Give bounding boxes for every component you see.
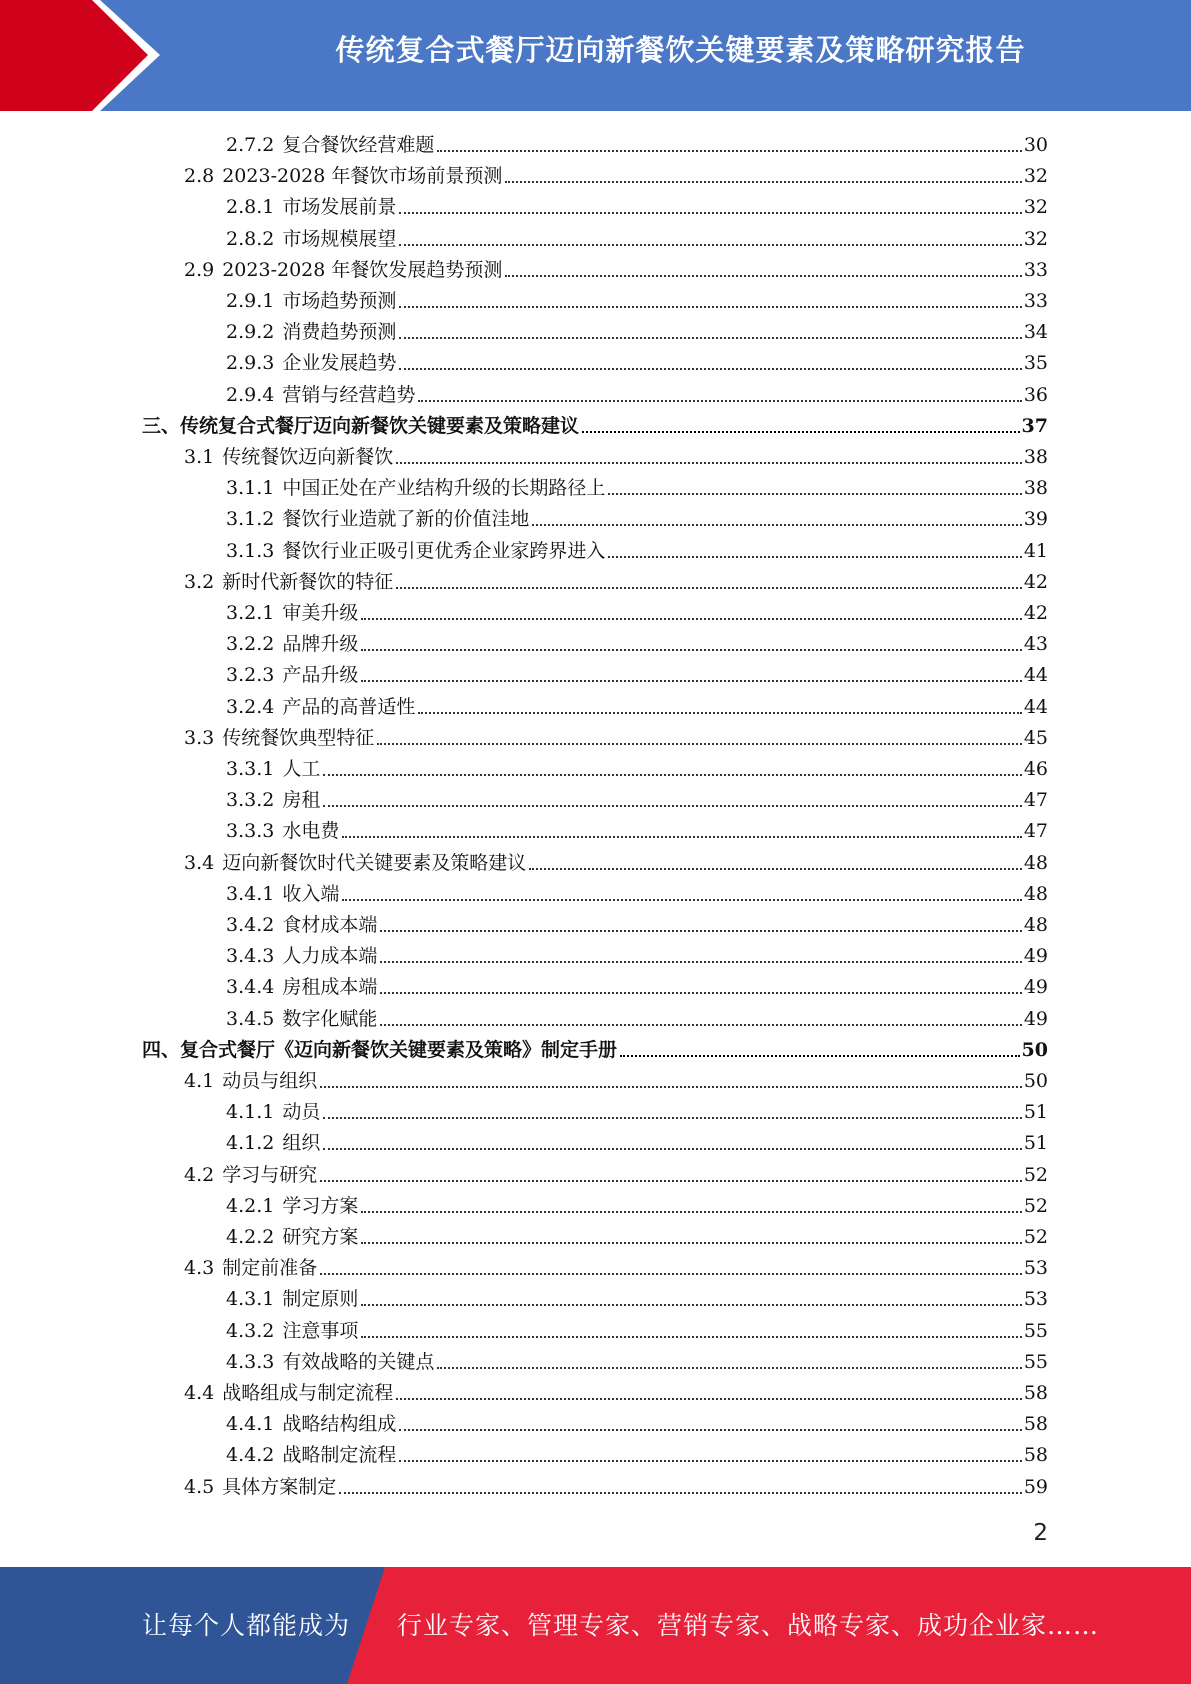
toc-dot-leader: [582, 431, 1020, 433]
toc-entry-label: [226, 881, 342, 907]
toc-entry[interactable]: [142, 1032, 1048, 1063]
toc-entry-label: [226, 912, 380, 938]
toc-entry-text: 组织: [282, 1132, 321, 1155]
toc-entry-page: 41: [1023, 539, 1048, 562]
toc-entry-page: 33: [1023, 258, 1048, 281]
toc-entry-number: 3.2.1: [226, 602, 275, 624]
toc-entry-number: 4.1.1: [226, 1101, 275, 1124]
toc-entry-page: 52: [1023, 1163, 1048, 1186]
toc-entry-text: 制定原则: [282, 1288, 359, 1311]
toc-dot-leader: [532, 524, 1021, 526]
toc-entry[interactable]: [226, 938, 1048, 969]
toc-entry-page: 52: [1023, 1226, 1048, 1248]
toc-dot-leader: [380, 961, 1021, 963]
toc-entry[interactable]: [184, 720, 1048, 751]
toc-entry-number: 3.1: [184, 446, 215, 468]
toc-entry-label: [226, 132, 437, 158]
toc-entry-number: 4.2.2: [226, 1226, 275, 1248]
toc-entry-label: [226, 1318, 361, 1344]
toc-entry[interactable]: [226, 626, 1048, 657]
toc-entry-label: [226, 1411, 399, 1437]
toc-entry-label: [184, 569, 396, 595]
toc-entry-text: 房租: [282, 789, 321, 812]
toc-entry-text: 产品的高普适性: [282, 695, 416, 718]
toc-entry-text: 数字化赋能: [282, 1007, 378, 1030]
toc-entry-number: 4.2: [184, 1163, 215, 1186]
toc-dot-leader: [505, 181, 1021, 183]
toc-entry-text: 房租成本端: [282, 976, 378, 999]
toc-entry-page: 30: [1023, 134, 1048, 156]
toc-entry-page: 48: [1023, 882, 1048, 905]
toc-entry-text: 学习方案: [282, 1194, 359, 1217]
toc-entry-page: 55: [1023, 1319, 1048, 1342]
toc-entry-number: 3.3.1: [226, 758, 275, 780]
toc-entry-label: [184, 850, 529, 876]
toc-entry-text: 传统餐饮典型特征: [222, 726, 375, 749]
footer-banner: [0, 1567, 1191, 1684]
toc-entry-label: [226, 226, 399, 252]
toc-entry-page: 59: [1023, 1475, 1048, 1498]
toc-entry-number: 2.9.4: [226, 383, 275, 406]
toc-entry-number: 3.2.4: [226, 695, 275, 718]
toc-entry-page: 45: [1023, 726, 1048, 749]
toc-dot-leader: [361, 1211, 1021, 1213]
toc-entry-text: 战略结构组成: [282, 1413, 397, 1436]
toc-entry-text: 复合餐饮经营难题: [282, 134, 435, 156]
toc-entry[interactable]: [226, 907, 1048, 938]
toc-entry-label: [184, 725, 377, 751]
toc-entry-text: 市场趋势预测: [282, 290, 397, 312]
toc-entry[interactable]: [226, 283, 1048, 314]
toc-entry[interactable]: [226, 1281, 1048, 1312]
toc-entry-text: 学习与研究: [222, 1163, 318, 1186]
toc-dot-leader: [399, 1460, 1021, 1462]
toc-entry-label: [226, 1286, 361, 1312]
toc-dot-leader: [380, 1024, 1021, 1026]
toc-entry-text: 2023-2028 年餐饮发展趋势预测: [222, 258, 503, 281]
toc-dot-leader: [342, 836, 1021, 838]
toc-entry-text: 人工: [282, 758, 321, 780]
toc-entry-number: 4.4.2: [226, 1444, 275, 1467]
toc-entry-label: [184, 444, 396, 470]
toc-dot-leader: [399, 244, 1021, 246]
toc-entry-number: 3.3.2: [226, 789, 275, 812]
toc-entry-label: [226, 319, 399, 345]
toc-dot-leader: [377, 743, 1022, 745]
toc-entry-label: [226, 600, 361, 626]
toc-entry-label: [142, 413, 582, 439]
toc-entry-label: [184, 1255, 320, 1281]
toc-entry[interactable]: [226, 345, 1048, 376]
toc-entry-text: 营销与经营趋势: [282, 383, 416, 406]
footer-slogan-right: 行业专家、管理专家、营销专家、战略专家、成功企业家……: [397, 1611, 1100, 1640]
toc-entry-label: [226, 943, 380, 969]
toc-dot-leader: [320, 1086, 1022, 1088]
toc-entry-text: 有效战略的关键点: [282, 1350, 435, 1373]
toc-entry-number: 3.1.3: [226, 539, 275, 562]
toc-entry-number: 2.9.1: [226, 290, 275, 312]
toc-entry-text: 餐饮行业正吸引更优秀企业家跨界进入: [282, 539, 606, 562]
toc-entry-label: [226, 1099, 323, 1125]
toc-entry-label: [226, 662, 361, 688]
toc-entry-label: [226, 1193, 361, 1219]
toc-entry-label: [184, 1068, 320, 1094]
toc-dot-leader: [380, 930, 1021, 932]
toc-entry-number: 3.3: [184, 726, 215, 749]
toc-entry-text: 餐饮行业造就了新的价值洼地: [282, 508, 530, 531]
toc-entry-number: 3.4.3: [226, 945, 275, 968]
toc-entry[interactable]: [226, 1094, 1048, 1125]
toc-entry-page: 32: [1023, 165, 1048, 188]
toc-entry-page: 48: [1023, 914, 1048, 936]
toc-entry-page: 47: [1023, 820, 1048, 843]
page-number: 2: [1033, 1520, 1048, 1546]
toc-entry[interactable]: [226, 876, 1048, 907]
toc-entry-page: 32: [1023, 227, 1048, 250]
toc-entry-text: 市场发展前景: [282, 196, 397, 219]
toc-entry-number: 3.2: [184, 570, 215, 593]
toc-entry[interactable]: [184, 1157, 1048, 1188]
toc-entry[interactable]: [184, 1375, 1048, 1406]
toc-entry-text: 战略组成与制定流程: [222, 1382, 394, 1404]
toc-entry[interactable]: [184, 1469, 1048, 1500]
toc-entry-page: 58: [1023, 1413, 1048, 1436]
toc-entry-page: 35: [1023, 352, 1048, 375]
toc-entry[interactable]: [226, 189, 1048, 220]
toc-entry-text: 新时代新餐饮的特征: [222, 570, 394, 593]
toc-entry-text: 动员与组织: [222, 1070, 318, 1092]
toc-dot-leader: [399, 306, 1021, 308]
toc-entry[interactable]: [184, 252, 1048, 283]
toc-entry[interactable]: [184, 158, 1048, 189]
toc-entry-label: [184, 257, 505, 283]
toc-entry[interactable]: [226, 533, 1048, 564]
toc-entry[interactable]: [226, 782, 1048, 813]
toc-entry[interactable]: [226, 813, 1048, 844]
toc-entry-number: 2.8.2: [226, 227, 275, 250]
toc-entry[interactable]: [226, 751, 1048, 782]
toc-entry-text: 品牌升级: [282, 633, 359, 656]
toc-dot-leader: [399, 212, 1021, 214]
toc-entry-page: 47: [1023, 789, 1048, 812]
toc-entry[interactable]: [226, 501, 1048, 532]
toc-entry-label: [184, 1380, 396, 1406]
toc-entry-text: 传统复合式餐厅迈向新餐饮关键要素及策略建议: [180, 414, 580, 437]
toc-entry-text: 水电费: [282, 820, 340, 843]
toc-entry-number: 4.3: [184, 1257, 215, 1280]
toc-entry-text: 审美升级: [282, 602, 359, 624]
toc-dot-leader: [399, 1429, 1021, 1431]
toc-entry-page: 49: [1023, 945, 1048, 968]
toc-dot-leader: [323, 1117, 1021, 1119]
toc-entry[interactable]: [226, 1437, 1048, 1468]
toc-dot-leader: [437, 1367, 1021, 1369]
toc-entry-text: 迈向新餐饮时代关键要素及策略建议: [222, 851, 527, 874]
toc-entry-page: 50: [1023, 1070, 1048, 1092]
toc-entry-text: 传统餐饮迈向新餐饮: [222, 446, 394, 468]
toc-dot-leader: [323, 774, 1021, 776]
toc-dot-leader: [399, 368, 1021, 370]
toc-entry[interactable]: [226, 657, 1048, 688]
toc-entry-number: 3.1.2: [226, 508, 275, 531]
toc-dot-leader: [380, 992, 1021, 994]
toc-entry-number: 2.9.3: [226, 352, 275, 375]
toc-entry-number: 4.5: [184, 1475, 215, 1498]
toc-entry-label: [184, 1162, 320, 1188]
toc-entry-text: 产品升级: [282, 664, 359, 687]
toc-entry[interactable]: [226, 221, 1048, 252]
toc-entry[interactable]: [226, 595, 1048, 626]
toc-entry-page: 42: [1023, 602, 1048, 624]
toc-entry-page: 51: [1023, 1132, 1048, 1155]
toc-entry[interactable]: [226, 1001, 1048, 1032]
toc-entry-text: 具体方案制定: [222, 1475, 337, 1498]
toc-entry-label: [226, 1006, 380, 1032]
toc-entry-page: 34: [1023, 321, 1048, 344]
toc-entry-text: 消费趋势预测: [282, 321, 397, 344]
toc-entry-label: [226, 538, 608, 564]
toc-entry-label: [184, 163, 505, 189]
toc-entry-text: 制定前准备: [222, 1257, 318, 1280]
toc-dot-leader: [529, 868, 1022, 870]
toc-entry-page: 36: [1023, 383, 1048, 406]
toc-entry-page: 58: [1023, 1444, 1048, 1467]
toc-dot-leader: [399, 337, 1021, 339]
toc-entry-label: [226, 382, 418, 408]
toc-entry-number: 2.9.2: [226, 321, 275, 344]
header-banner: [0, 0, 1191, 111]
toc-entry-page: 38: [1023, 446, 1048, 468]
toc-entry-page: 50: [1021, 1038, 1048, 1061]
toc-entry-label: [226, 506, 532, 532]
toc-entry-page: 37: [1021, 414, 1048, 437]
toc-entry-number: 3.4.2: [226, 914, 275, 936]
toc-entry-label: [226, 974, 380, 1000]
toc-dot-leader: [418, 712, 1021, 714]
toc-entry-text: 注意事项: [282, 1319, 359, 1342]
toc-entry-text: 收入端: [282, 882, 340, 905]
toc-entry-page: 46: [1023, 758, 1048, 780]
toc-entry[interactable]: [226, 377, 1048, 408]
toc-dot-leader: [608, 556, 1021, 558]
toc-entry-page: 32: [1023, 196, 1048, 219]
toc-entry-number: 四、: [142, 1038, 181, 1061]
toc-entry-number: 2.8: [184, 165, 215, 188]
toc-entry[interactable]: [184, 1250, 1048, 1281]
toc-entry-number: 4.3.2: [226, 1319, 275, 1342]
toc-entry-label: [142, 1037, 620, 1063]
toc-entry-page: 33: [1023, 290, 1048, 312]
toc-entry-number: 4.3.1: [226, 1288, 275, 1311]
toc-entry-page: 58: [1023, 1382, 1048, 1404]
toc-entry-label: [226, 756, 323, 782]
toc-entry-label: [226, 818, 342, 844]
toc-entry-page: 53: [1023, 1257, 1048, 1280]
toc-entry-number: 4.1: [184, 1070, 215, 1092]
toc-entry[interactable]: [184, 1063, 1048, 1094]
chevron-decoration: [0, 0, 170, 111]
toc-dot-leader: [323, 805, 1021, 807]
toc-entry[interactable]: [226, 1188, 1048, 1219]
toc-dot-leader: [505, 275, 1021, 277]
toc-dot-leader: [396, 1398, 1022, 1400]
toc-dot-leader: [361, 649, 1021, 651]
toc-entry[interactable]: [226, 1406, 1048, 1437]
toc-entry-label: [226, 1442, 399, 1468]
toc-entry-page: 42: [1023, 570, 1048, 593]
toc-entry-page: 44: [1023, 664, 1048, 687]
toc-dot-leader: [620, 1055, 1020, 1057]
toc-entry[interactable]: [226, 314, 1048, 345]
toc-dot-leader: [323, 1148, 1021, 1150]
toc-entry-label: [226, 1130, 323, 1156]
toc-entry-number: 3.4.4: [226, 976, 275, 999]
toc-entry-text: 食材成本端: [282, 914, 378, 936]
toc-entry-number: 3.1.1: [226, 477, 275, 500]
toc-entry-label: [226, 350, 399, 376]
toc-dot-leader: [361, 680, 1021, 682]
toc-entry-number: 3.3.3: [226, 820, 275, 843]
toc-entry-number: 3.2.2: [226, 633, 275, 656]
toc-entry[interactable]: [226, 127, 1048, 158]
toc-dot-leader: [339, 1492, 1022, 1494]
toc-entry-number: 三、: [142, 414, 181, 437]
report-title: 传统复合式餐厅迈向新餐饮关键要素及策略研究报告: [335, 33, 1026, 67]
toc-dot-leader: [361, 1336, 1021, 1338]
toc-entry-page: 39: [1023, 508, 1048, 531]
toc-entry[interactable]: [142, 408, 1048, 439]
toc-entry-text: 市场规模展望: [282, 227, 397, 250]
toc-entry-text: 复合式餐厅《迈向新餐饮关键要素及策略》制定手册: [180, 1038, 618, 1061]
toc-entry-label: [184, 1474, 339, 1500]
toc-entry-page: 51: [1023, 1101, 1048, 1124]
toc-entry-text: 战略制定流程: [282, 1444, 397, 1467]
toc-entry-number: 4.4.1: [226, 1413, 275, 1436]
toc-entry-text: 2023-2028 年餐饮市场前景预测: [222, 165, 503, 188]
toc-entry-page: 44: [1023, 695, 1048, 718]
toc-dot-leader: [396, 587, 1022, 589]
toc-entry-text: 研究方案: [282, 1226, 359, 1248]
toc-entry[interactable]: [184, 439, 1048, 470]
toc-entry[interactable]: [226, 1344, 1048, 1375]
toc-dot-leader: [320, 1273, 1022, 1275]
toc-entry-number: 4.2.1: [226, 1194, 275, 1217]
toc-entry-page: 38: [1023, 477, 1048, 500]
toc-dot-leader: [608, 493, 1021, 495]
toc-entry-text: 企业发展趋势: [282, 352, 397, 375]
toc-entry-label: [226, 694, 418, 720]
toc-entry-page: 43: [1023, 633, 1048, 656]
toc-dot-leader: [361, 618, 1021, 620]
toc-entry[interactable]: [226, 470, 1048, 501]
toc-entry-number: 4.4: [184, 1382, 215, 1404]
toc-entry-number: 4.1.2: [226, 1132, 275, 1155]
toc-entry[interactable]: [226, 969, 1048, 1000]
footer-slogan-left: 让每个人都能成为: [142, 1611, 351, 1640]
toc-entry-label: [226, 787, 323, 813]
toc-entry[interactable]: [226, 1219, 1048, 1250]
toc-entry-page: 49: [1023, 976, 1048, 999]
toc-dot-leader: [361, 1242, 1021, 1244]
toc-entry-text: 中国正处在产业结构升级的长期路径上: [282, 477, 606, 500]
toc-entry-label: [226, 631, 361, 657]
toc-dot-leader: [437, 150, 1021, 152]
toc-dot-leader: [396, 462, 1022, 464]
toc-dot-leader: [342, 899, 1021, 901]
toc-entry-label: [226, 194, 399, 220]
toc-entry-number: 3.4: [184, 851, 215, 874]
toc-entry[interactable]: [184, 564, 1048, 595]
toc-entry[interactable]: [226, 1125, 1048, 1156]
toc-entry-label: [226, 1349, 437, 1375]
toc-entry-page: 53: [1023, 1288, 1048, 1311]
toc-dot-leader: [418, 400, 1021, 402]
toc-entry[interactable]: [226, 1313, 1048, 1344]
toc-entry-number: 3.2.3: [226, 664, 275, 687]
toc-entry-page: 52: [1023, 1194, 1048, 1217]
toc-entry[interactable]: [184, 845, 1048, 876]
toc-entry-label: [226, 475, 608, 501]
toc-entry-page: 48: [1023, 851, 1048, 874]
toc-entry-text: 动员: [282, 1101, 321, 1124]
toc-entry-page: 49: [1023, 1007, 1048, 1030]
toc-entry-number: 2.8.1: [226, 196, 275, 219]
toc-entry-number: 3.4.5: [226, 1007, 275, 1030]
toc-entry[interactable]: [226, 689, 1048, 720]
toc-dot-leader: [320, 1180, 1022, 1182]
toc-entry-number: 4.3.3: [226, 1350, 275, 1373]
toc-entry-page: 55: [1023, 1350, 1048, 1373]
toc-entry-number: 2.7.2: [226, 134, 275, 156]
toc-entry-number: 2.9: [184, 258, 215, 281]
toc-entry-text: 人力成本端: [282, 945, 378, 968]
toc-dot-leader: [361, 1304, 1021, 1306]
toc-entry-number: 3.4.1: [226, 882, 275, 905]
toc-entry-label: [226, 1224, 361, 1250]
toc-entry-label: [226, 288, 399, 314]
